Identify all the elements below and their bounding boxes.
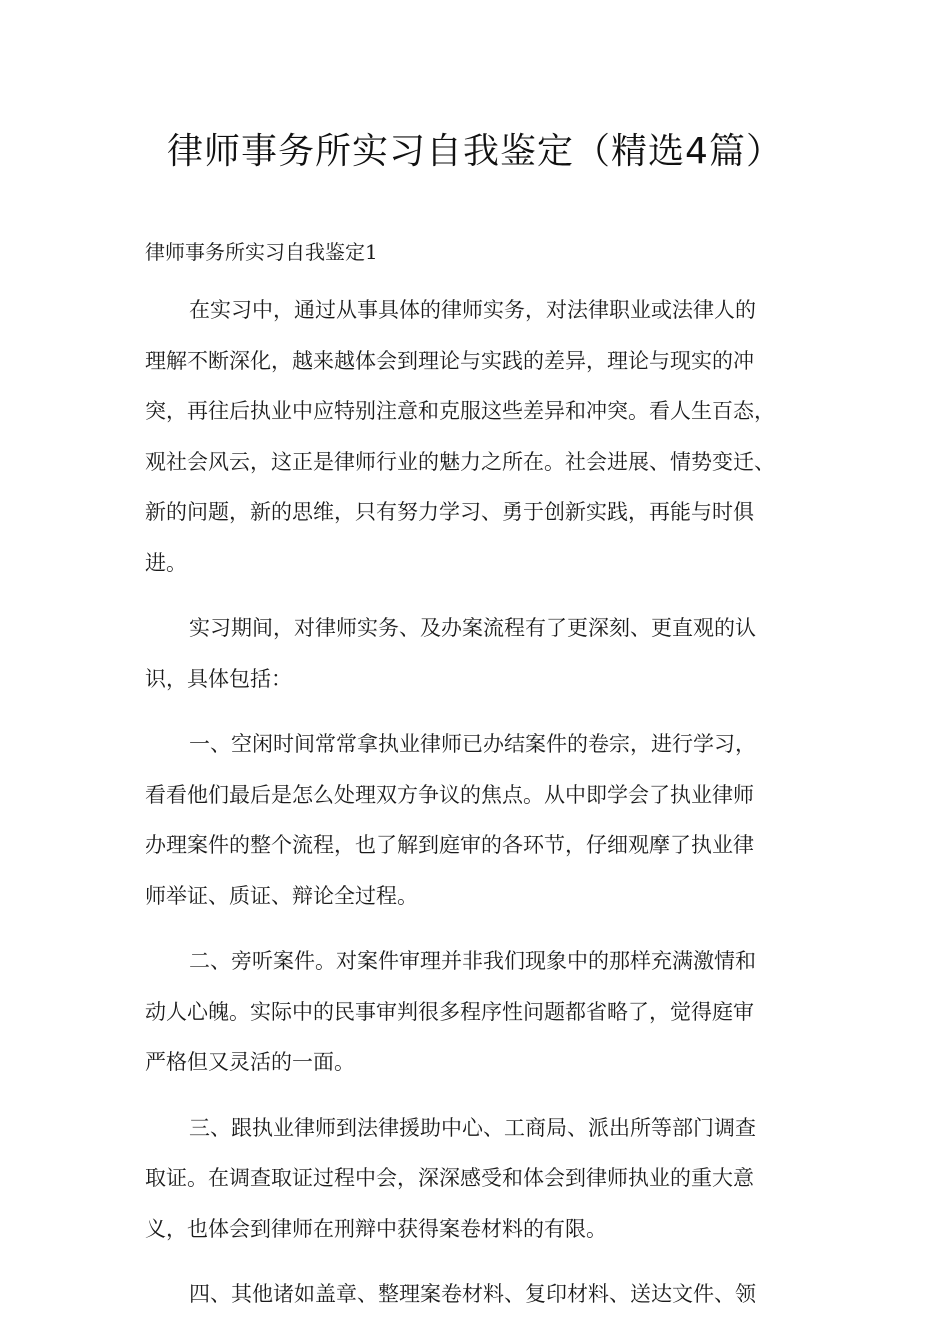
- paragraph-line: 动人心魄。实际中的民事审判很多程序性问题都省略了，觉得庭审: [145, 999, 754, 1024]
- paragraph-line: 实习期间，对律师实务、及办案流程有了更深刻、更直观的认: [189, 616, 756, 640]
- paragraph-list: [145, 285, 810, 1320]
- paragraph: [145, 936, 810, 1088]
- paragraph-line: 义，也体会到律师在刑辩中获得案卷材料的有限。: [145, 1216, 607, 1241]
- paragraph-line: 在实习中，通过从事具体的律师实务，对法律职业或法律人的: [189, 298, 756, 322]
- section-heading: 律师事务所实习自我鉴定1: [145, 240, 378, 264]
- paragraph: [145, 1103, 810, 1255]
- paragraph: [145, 719, 810, 921]
- paragraph-line: 理解不断深化，越来越体会到理论与实践的差异，理论与现实的冲: [145, 348, 754, 373]
- paragraph: [145, 285, 810, 588]
- paragraph-line: 师举证、质证、辩论全过程。: [145, 883, 418, 908]
- paragraph-line: 三、跟执业律师到法律援助中心、工商局、派出所等部门调查: [189, 1115, 756, 1140]
- paragraph-line: 四、其他诸如盖章、整理案卷材料、复印材料、送达文件、领: [189, 1282, 756, 1306]
- paragraph-line: 办理案件的整个流程，也了解到庭审的各环节，仔细观摩了执业律: [145, 833, 754, 857]
- paragraph-line: 识，具体包括：: [145, 666, 292, 691]
- paragraph: [145, 603, 810, 704]
- paragraph-line: 进。: [145, 550, 187, 575]
- paragraph-line: 取证。在调查取证过程中会，深深感受和体会到律师执业的重大意: [145, 1166, 754, 1190]
- paragraph-line: 观社会风云，这正是律师行业的魅力之所在。社会进展、情势变迁、: [145, 449, 775, 474]
- paragraph-line: 严格但又灵活的一面。: [145, 1050, 355, 1074]
- paragraph-line: 突，再往后执业中应特别注意和克服这些差异和冲突。看人生百态，: [145, 399, 775, 423]
- paragraph-line: 一、空闲时间常常拿执业律师已办结案件的卷宗，进行学习，: [189, 732, 756, 756]
- paragraph-line: 看看他们最后是怎么处理双方争议的焦点。从中即学会了执业律师: [145, 782, 754, 807]
- paragraph-line: 二、旁听案件。对案件审理并非我们现象中的那样充满激情和: [189, 949, 756, 973]
- paragraph-line: 新的问题，新的思维，只有努力学习、勇于创新实践，再能与时俱: [145, 500, 754, 524]
- document-title: 律师事务所实习自我鉴定（精选4篇）: [167, 131, 783, 172]
- document-body: [145, 234, 810, 1320]
- paragraph: [145, 1269, 810, 1320]
